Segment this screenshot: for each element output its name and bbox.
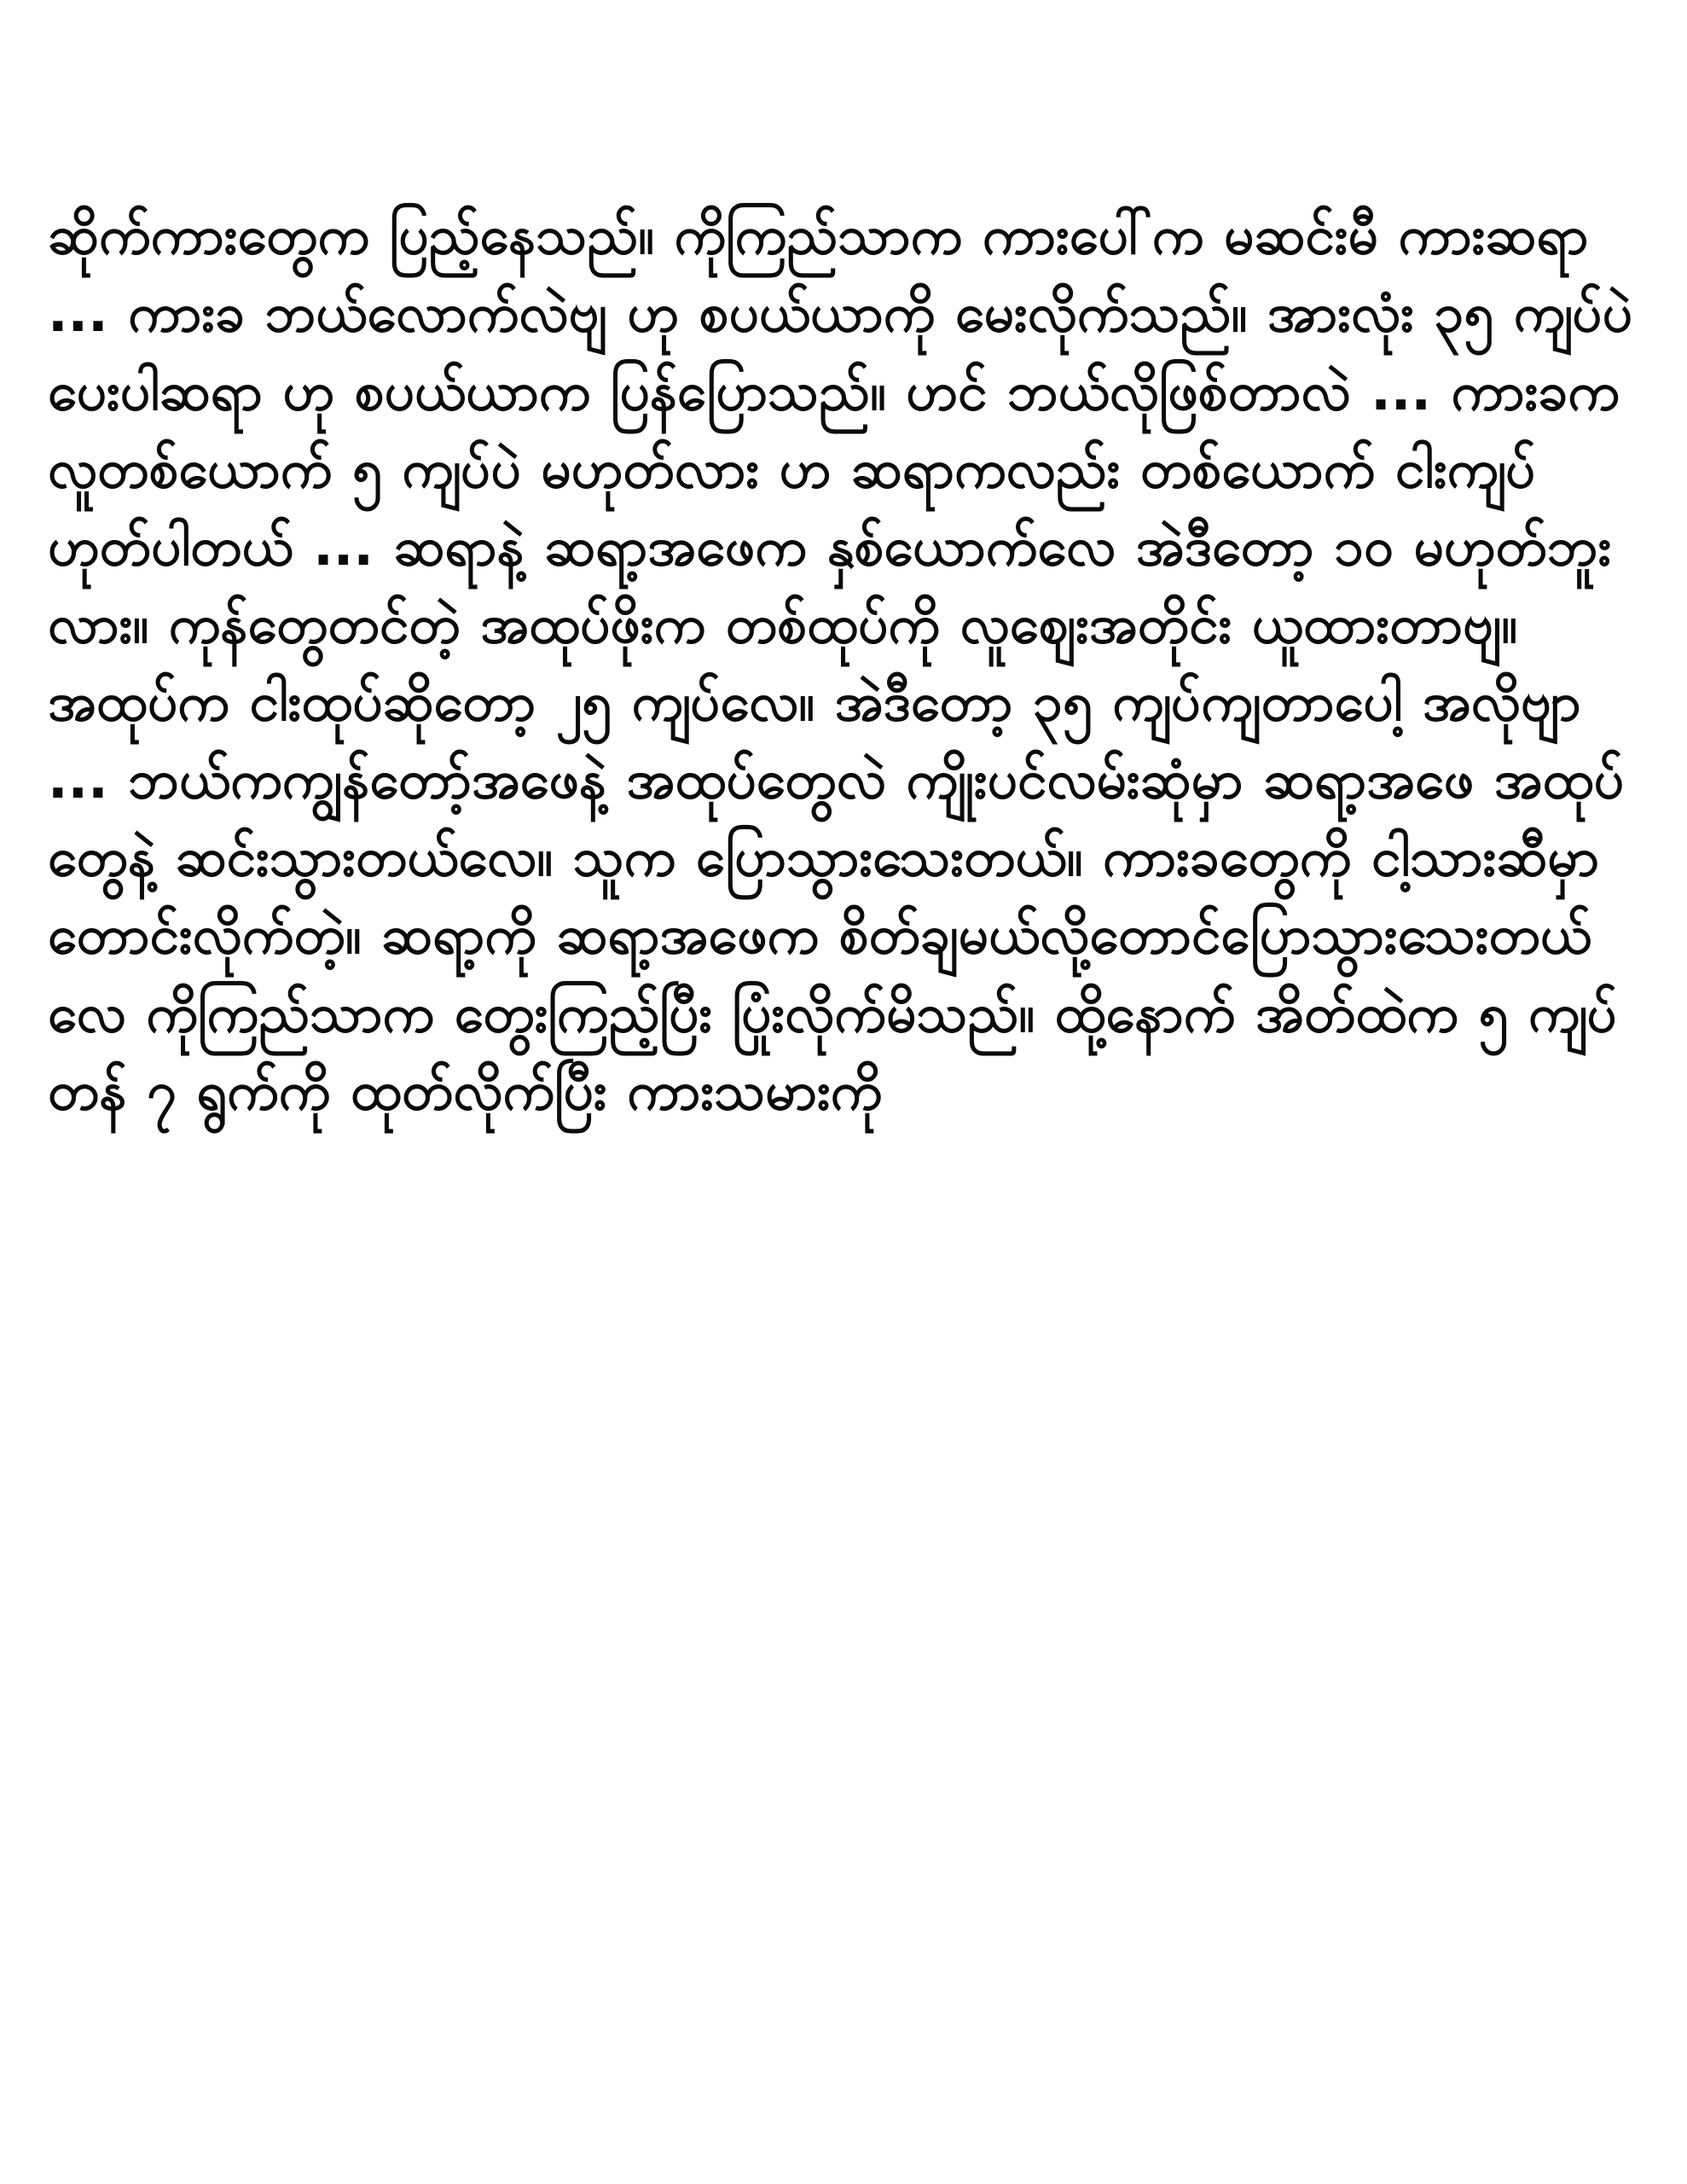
story-text-block <box>48 41 1640 1285</box>
story-paragraph: ဆိုက်ကားတွေက ပြည့်နေသည်။ ကိုကြည်သာက ကားပေါ်က မဆင်းမီ ကားဆရာ ... ကားခ ဘယ်လောက်လဲဗျ ဟု စပယ်ယာကို မေးလိုက်သည်။ အားလုံး ၃၅ ကျပ်ပဲပေးပါဆရာ ဟု စပယ်ယာက ပြန်ပြောသည်။ ဟင် ဘယ်လိုဖြစ်တာလဲ ... ကားခက လူတစ်ယောက် ၅ ကျပ်ပဲ မဟုတ်လား ဟ ဆရာကလည်း တစ်ယောက် ငါးကျပ် ဟုတ်ပါတယ် ... ဆရာနဲ့ ဆရာ့အဖေက နှစ်ယောက်လေ အဲဒီတော့ ၁၀ မဟုတ်ဘူးလား။ ကုန်တွေတင်တဲ့ အထုပ်ဖိုးက တစ်ထုပ်ကို လူဈေးအတိုင်း ယူထားတာဗျ။ အထုပ်က ငါးထုပ်ဆိုတော့ ၂၅ ကျပ်လေ။ အဲဒီတော့ ၃၅ ကျပ်ကျတာပေါ့ အလိုဗျာ ... ဘယ်ကကျွန်တော့်အဖေနဲ့ အထုပ်တွေလဲ ကျိုးပင်လမ်းဆုံမှာ ဆရာ့အဖေ အထုပ်တွေနဲ့ ဆင်းသွားတယ်လေ။ သူက ပြောသွားသေးတယ်။ ကားခတွေကို ငါ့သားဆီမှာ တောင်းလိုက်တဲ့။ ဆရာ့ကို ဆရာ့အဖေက စိတ်ချမယ်လို့တောင်ပြောသွားသေးတယ်လေ ကိုကြည်သာက တွေးကြည့်ပြီး ပြုံးလိုက်မိသည်။ ထို့နောက် အိတ်ထဲက ၅ ကျပ်တန် ၇ ရွက်ကို ထုတ်လိုက်ပြီး ကားသမားကို <box>48 204 1640 1122</box>
